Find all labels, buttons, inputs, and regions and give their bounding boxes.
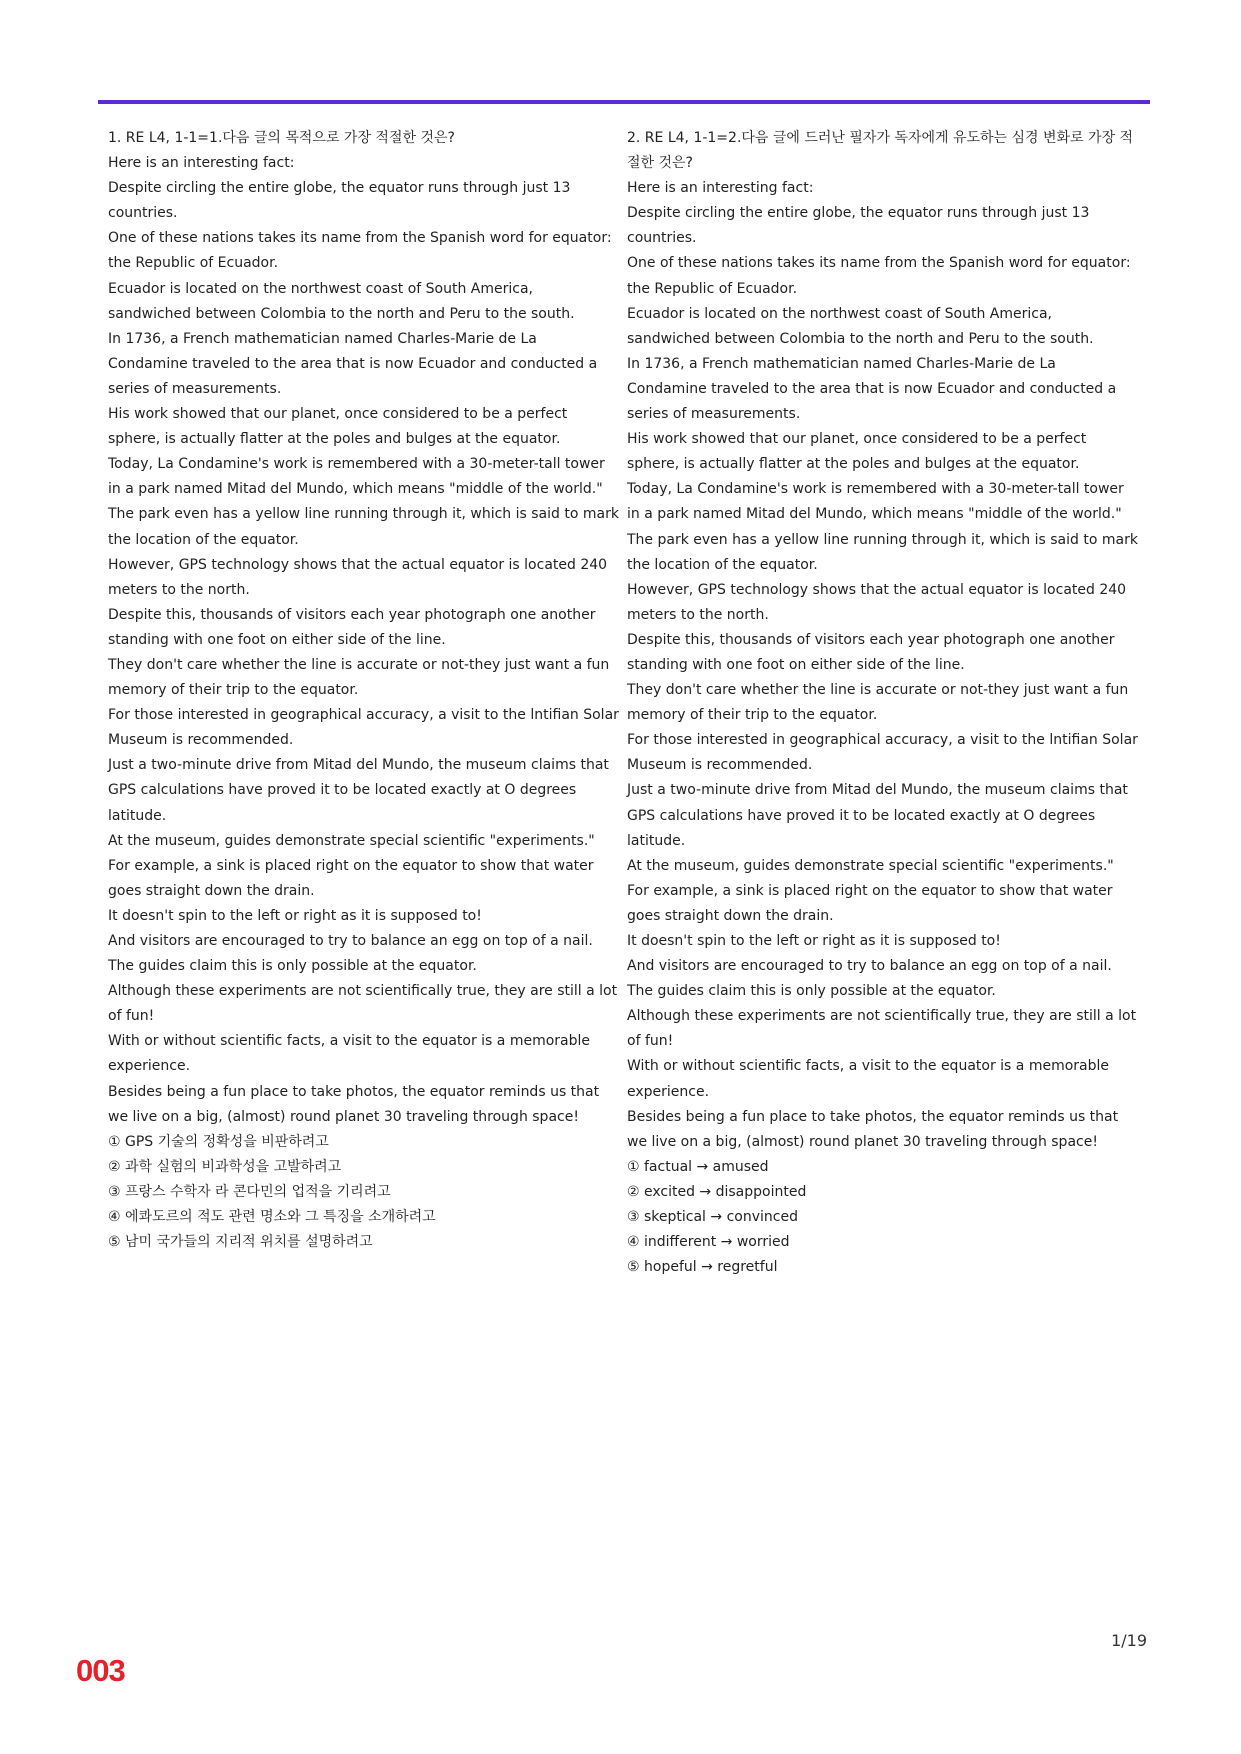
answer-option-3[interactable]: ③ 프랑스 수학자 라 콘다민의 업적을 기리려고: [108, 1183, 391, 1200]
passage-sentence: It doesn't spin to the left or right as it is supposed to!: [627, 933, 1001, 949]
passage-sentence: Despite this, thousands of visitors each year photograph one another standing with one foot on either side of the line.: [627, 631, 1115, 673]
passage-sentence: Ecuador is located on the northwest coast of South America, sandwiched between Colombia to the north and Peru to the south.: [108, 280, 575, 322]
answer-option-2[interactable]: ② excited → disappointed: [627, 1183, 807, 1200]
passage-sentence: Ecuador is located on the northwest coast of South America, sandwiched between Colombia to the north and Peru to the south.: [627, 305, 1094, 347]
answer-option-4[interactable]: ④ indifferent → worried: [627, 1234, 790, 1251]
passage-sentence: They don't care whether the line is accurate or not-they just want a fun memory of their trip to the equator.: [108, 656, 610, 699]
passage-sentence: Despite circling the entire globe, the equator runs through just 13 countries.: [627, 205, 1090, 247]
passage-sentence: The guides claim this is only possible at the equator.: [108, 958, 477, 975]
passage-sentence: One of these nations takes its name from the Spanish word for equator: the Republic of Ecuador.: [108, 230, 612, 272]
passage-sentence: Today, La Condamine's work is remembered with a 30-meter-tall tower in a park named Mitad del Mundo, which means "middle of the world.": [108, 456, 605, 498]
passage-sentence: In 1736, a French mathematician named Charles-Marie de La Condamine traveled to the area that is now Ecuador and conducted a series of measurements.: [627, 355, 1117, 423]
passage-sentence: At the museum, guides demonstrate special scientific "experiments.": [108, 832, 595, 849]
passage-sentence: For those interested in geographical accuracy, a visit to the lntifian Solar Museum is recommended.: [108, 707, 619, 749]
question-1-heading: 1. RE L4, 1-1=1.다음 글의 목적으로 가장 적절한 것은?: [108, 130, 455, 146]
passage-sentence: The guides claim this is only possible at the equator.: [627, 983, 996, 1000]
passage-sentence: The park even has a yellow line running through it, which is said to mark the location of the equator.: [108, 506, 619, 548]
passage-sentence: Despite circling the entire globe, the equator runs through just 13 countries.: [108, 180, 571, 222]
answer-option-1[interactable]: ① factual → amused: [627, 1158, 769, 1175]
passage-sentence: For example, a sink is placed right on the equator to show that water goes straight down the drain.: [627, 882, 1113, 924]
passage-sentence: It doesn't spin to the left or right as it is supposed to!: [108, 907, 482, 924]
answer-option-5[interactable]: ⑤ 남미 국가들의 지리적 위치를 설명하려고: [108, 1234, 373, 1251]
passage-sentence: His work showed that our planet, once considered to be a perfect sphere, is actually flatter at the poles and bulges at the equator.: [108, 406, 568, 448]
passage-sentence: And visitors are encouraged to try to balance an egg on top of a nail.: [108, 933, 593, 949]
answer-option-4[interactable]: ④ 에콰도르의 적도 관련 명소와 그 특징을 소개하려고: [108, 1209, 436, 1226]
document-code-label: 003: [76, 1653, 125, 1688]
question-2-options: [627, 1155, 1139, 1280]
question-1-passage: [108, 151, 620, 1130]
answer-option-2[interactable]: ② 과학 실험의 비과학성을 고발하려고: [108, 1158, 342, 1175]
question-2-passage: [627, 176, 1139, 1155]
passage-sentence: With or without scientific facts, a visit to the equator is a memorable experience.: [627, 1058, 1110, 1100]
passage-sentence: Just a two-minute drive from Mitad del Mundo, the museum claims that GPS calculations have proved it to be located exactly at O degrees latitude.: [108, 757, 609, 824]
passage-sentence: And visitors are encouraged to try to balance an egg on top of a nail.: [627, 958, 1112, 975]
passage-sentence: With or without scientific facts, a visit to the equator is a memorable experience.: [108, 1033, 591, 1075]
page-number: 1/19: [1111, 1631, 1147, 1650]
answer-option-1[interactable]: ① GPS 기술의 정확성을 비판하려고: [108, 1133, 329, 1150]
answer-option-5[interactable]: ⑤ hopeful → regretful: [627, 1259, 778, 1276]
question-2-column: [627, 126, 1139, 1280]
passage-sentence: However, GPS technology shows that the actual equator is located 240 meters to the north.: [627, 581, 1127, 623]
passage-sentence: However, GPS technology shows that the actual equator is located 240 meters to the north.: [108, 556, 608, 598]
passage-sentence: In 1736, a French mathematician named Charles-Marie de La Condamine traveled to the area that is now Ecuador and conducted a series of measurements.: [108, 330, 598, 397]
passage-sentence: Just a two-minute drive from Mitad del Mundo, the museum claims that GPS calculations have proved it to be located exactly at O degrees latitude.: [627, 782, 1128, 849]
passage-sentence: They don't care whether the line is accurate or not-they just want a fun memory of their trip to the equator.: [627, 682, 1129, 724]
question-1-options: [108, 1130, 620, 1255]
passage-sentence: Although these experiments are not scientifically true, they are still a lot of fun!: [108, 983, 618, 1025]
question-1-column: [108, 126, 620, 1255]
passage-sentence: For example, a sink is placed right on the equator to show that water goes straight down the drain.: [108, 857, 594, 899]
passage-sentence: Although these experiments are not scientifically true, they are still a lot of fun!: [627, 1008, 1137, 1050]
passage-sentence: Today, La Condamine's work is remembered with a 30-meter-tall tower in a park named Mitad del Mundo, which means "middle of the world.": [627, 481, 1124, 523]
question-2-heading: 2. RE L4, 1-1=2.다음 글에 드러난 필자가 독자에게 유도하는 심경 변화로 가장 적절한 것은?: [627, 130, 1134, 172]
passage-sentence: Besides being a fun place to take photos, the equator reminds us that we live on a big, (almost) round planet 30 traveling through space!: [627, 1108, 1119, 1150]
answer-option-3[interactable]: ③ skeptical → convinced: [627, 1209, 798, 1226]
passage-sentence: Here is an interesting fact:: [108, 155, 295, 172]
passage-sentence: The park even has a yellow line running through it, which is said to mark the location of the equator.: [627, 531, 1138, 573]
top-divider-rule: [98, 100, 1150, 104]
passage-sentence: At the museum, guides demonstrate special scientific "experiments.": [627, 857, 1114, 874]
passage-sentence: Here is an interesting fact:: [627, 180, 814, 197]
passage-sentence: His work showed that our planet, once considered to be a perfect sphere, is actually flatter at the poles and bulges at the equator.: [627, 431, 1087, 473]
passage-sentence: Despite this, thousands of visitors each year photograph one another standing with one foot on either side of the line.: [108, 606, 596, 648]
passage-sentence: For those interested in geographical accuracy, a visit to the lntifian Solar Museum is recommended.: [627, 732, 1138, 774]
passage-sentence: One of these nations takes its name from the Spanish word for equator: the Republic of Ecuador.: [627, 255, 1131, 297]
passage-sentence: Besides being a fun place to take photos, the equator reminds us that we live on a big, (almost) round planet 30 traveling through space!: [108, 1083, 600, 1125]
